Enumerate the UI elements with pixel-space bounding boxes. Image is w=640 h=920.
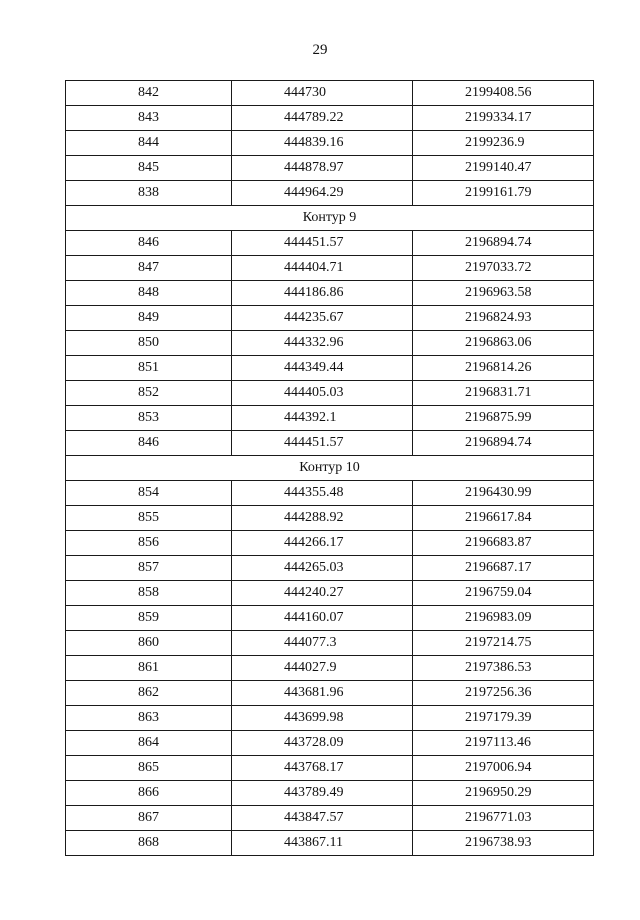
- y-coordinate-cell: 2196814.26: [413, 356, 594, 381]
- y-coordinate-cell: 2196863.06: [413, 331, 594, 356]
- point-number-cell: 856: [66, 531, 232, 556]
- table-row: [66, 356, 594, 381]
- x-coordinate-cell: 444235.67: [232, 306, 413, 331]
- x-coordinate-cell: 444027.9: [232, 656, 413, 681]
- point-number-cell: 865: [66, 756, 232, 781]
- point-number-cell: 845: [66, 156, 232, 181]
- point-number-cell: 862: [66, 681, 232, 706]
- table-row: [66, 731, 594, 756]
- x-coordinate-cell: 444730: [232, 81, 413, 106]
- y-coordinate-cell: 2197214.75: [413, 631, 594, 656]
- y-coordinate-cell: 2197256.36: [413, 681, 594, 706]
- y-coordinate-cell: 2197179.39: [413, 706, 594, 731]
- x-coordinate-cell: 444077.3: [232, 631, 413, 656]
- coordinates-table: [65, 80, 594, 856]
- table-row: [66, 631, 594, 656]
- x-coordinate-cell: 444392.1: [232, 406, 413, 431]
- table-row: [66, 506, 594, 531]
- x-coordinate-cell: 444288.92: [232, 506, 413, 531]
- x-coordinate-cell: 444266.17: [232, 531, 413, 556]
- table-row: [66, 381, 594, 406]
- point-number-cell: 853: [66, 406, 232, 431]
- page-number: 29: [312, 42, 328, 58]
- y-coordinate-cell: 2196617.84: [413, 506, 594, 531]
- point-number-cell: 866: [66, 781, 232, 806]
- y-coordinate-cell: 2196831.71: [413, 381, 594, 406]
- y-coordinate-cell: 2196894.74: [413, 431, 594, 456]
- section-header-row: [66, 456, 594, 481]
- x-coordinate-cell: 444349.44: [232, 356, 413, 381]
- table-row: [66, 481, 594, 506]
- table-row: [66, 556, 594, 581]
- x-coordinate-cell: 444964.29: [232, 181, 413, 206]
- table-row: [66, 756, 594, 781]
- table-row: [66, 81, 594, 106]
- x-coordinate-cell: 444839.16: [232, 131, 413, 156]
- table-row: [66, 806, 594, 831]
- table-row: [66, 106, 594, 131]
- y-coordinate-cell: 2196430.99: [413, 481, 594, 506]
- y-coordinate-cell: 2196683.87: [413, 531, 594, 556]
- y-coordinate-cell: 2196875.99: [413, 406, 594, 431]
- table-row: [66, 681, 594, 706]
- point-number-cell: 849: [66, 306, 232, 331]
- y-coordinate-cell: 2196950.29: [413, 781, 594, 806]
- x-coordinate-cell: 443699.98: [232, 706, 413, 731]
- y-coordinate-cell: 2199140.47: [413, 156, 594, 181]
- table-row: [66, 406, 594, 431]
- point-number-cell: 864: [66, 731, 232, 756]
- y-coordinate-cell: 2196963.58: [413, 281, 594, 306]
- table-row: [66, 181, 594, 206]
- y-coordinate-cell: 2199161.79: [413, 181, 594, 206]
- point-number-cell: 843: [66, 106, 232, 131]
- x-coordinate-cell: 444240.27: [232, 581, 413, 606]
- point-number-cell: 842: [66, 81, 232, 106]
- point-number-cell: 844: [66, 131, 232, 156]
- point-number-cell: 860: [66, 631, 232, 656]
- table-row: [66, 281, 594, 306]
- x-coordinate-cell: 444160.07: [232, 606, 413, 631]
- x-coordinate-cell: 443728.09: [232, 731, 413, 756]
- point-number-cell: 846: [66, 231, 232, 256]
- section-header-row: [66, 206, 594, 231]
- point-number-cell: 855: [66, 506, 232, 531]
- point-number-cell: 846: [66, 431, 232, 456]
- table-row: [66, 256, 594, 281]
- coordinates-table-body: [66, 81, 594, 856]
- x-coordinate-cell: 444789.22: [232, 106, 413, 131]
- x-coordinate-cell: 444404.71: [232, 256, 413, 281]
- point-number-cell: 859: [66, 606, 232, 631]
- point-number-cell: 861: [66, 656, 232, 681]
- point-number-cell: 847: [66, 256, 232, 281]
- table-row: [66, 606, 594, 631]
- table-row: [66, 531, 594, 556]
- y-coordinate-cell: 2197033.72: [413, 256, 594, 281]
- point-number-cell: 857: [66, 556, 232, 581]
- table-row: [66, 156, 594, 181]
- x-coordinate-cell: 444878.97: [232, 156, 413, 181]
- table-row: [66, 131, 594, 156]
- table-row: [66, 656, 594, 681]
- y-coordinate-cell: 2196738.93: [413, 831, 594, 856]
- table-row: [66, 231, 594, 256]
- point-number-cell: 851: [66, 356, 232, 381]
- table-row: [66, 581, 594, 606]
- y-coordinate-cell: 2196759.04: [413, 581, 594, 606]
- y-coordinate-cell: 2196824.93: [413, 306, 594, 331]
- y-coordinate-cell: 2197006.94: [413, 756, 594, 781]
- y-coordinate-cell: 2199236.9: [413, 131, 594, 156]
- x-coordinate-cell: 444186.86: [232, 281, 413, 306]
- table-row: [66, 706, 594, 731]
- table-row: [66, 331, 594, 356]
- x-coordinate-cell: 443867.11: [232, 831, 413, 856]
- x-coordinate-cell: 443768.17: [232, 756, 413, 781]
- y-coordinate-cell: 2197386.53: [413, 656, 594, 681]
- point-number-cell: 852: [66, 381, 232, 406]
- y-coordinate-cell: 2197113.46: [413, 731, 594, 756]
- point-number-cell: 867: [66, 806, 232, 831]
- x-coordinate-cell: 444265.03: [232, 556, 413, 581]
- x-coordinate-cell: 443789.49: [232, 781, 413, 806]
- table-row: [66, 781, 594, 806]
- x-coordinate-cell: 443681.96: [232, 681, 413, 706]
- table-row: [66, 306, 594, 331]
- point-number-cell: 854: [66, 481, 232, 506]
- x-coordinate-cell: 444405.03: [232, 381, 413, 406]
- x-coordinate-cell: 443847.57: [232, 806, 413, 831]
- point-number-cell: 850: [66, 331, 232, 356]
- x-coordinate-cell: 444451.57: [232, 431, 413, 456]
- point-number-cell: 858: [66, 581, 232, 606]
- x-coordinate-cell: 444451.57: [232, 231, 413, 256]
- point-number-cell: 848: [66, 281, 232, 306]
- section-label: Контур 9: [66, 206, 594, 231]
- point-number-cell: 863: [66, 706, 232, 731]
- y-coordinate-cell: 2199408.56: [413, 81, 594, 106]
- table-row: [66, 431, 594, 456]
- point-number-cell: 868: [66, 831, 232, 856]
- y-coordinate-cell: 2196687.17: [413, 556, 594, 581]
- y-coordinate-cell: 2196771.03: [413, 806, 594, 831]
- x-coordinate-cell: 444355.48: [232, 481, 413, 506]
- x-coordinate-cell: 444332.96: [232, 331, 413, 356]
- point-number-cell: 838: [66, 181, 232, 206]
- y-coordinate-cell: 2199334.17: [413, 106, 594, 131]
- y-coordinate-cell: 2196894.74: [413, 231, 594, 256]
- section-label: Контур 10: [66, 456, 594, 481]
- y-coordinate-cell: 2196983.09: [413, 606, 594, 631]
- table-row: [66, 831, 594, 856]
